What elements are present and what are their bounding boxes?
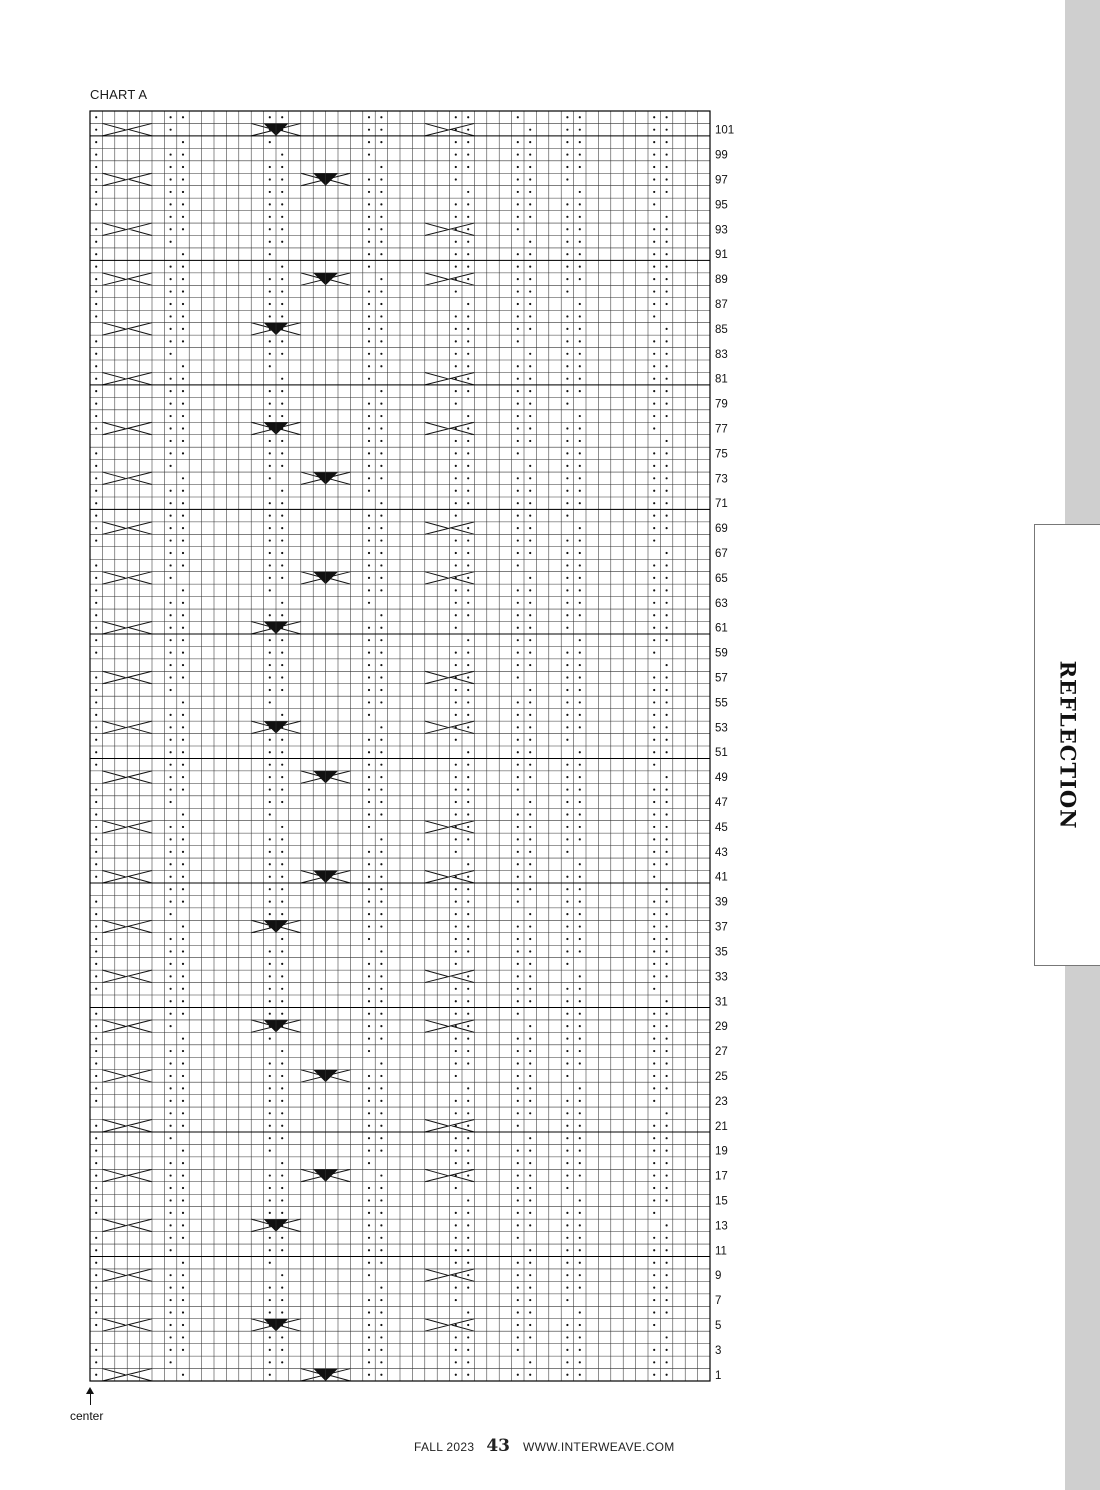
row-label: 45 — [715, 821, 728, 834]
row-label: 75 — [715, 448, 728, 461]
chart-grid-lines — [90, 111, 710, 1381]
row-label: 77 — [715, 423, 728, 436]
center-label: center — [70, 1409, 104, 1423]
row-label: 83 — [715, 348, 728, 361]
row-label: 25 — [715, 1070, 728, 1083]
row-label: 27 — [715, 1046, 728, 1059]
chart-cell-layer — [95, 116, 668, 1381]
row-label: 41 — [715, 871, 728, 884]
row-label: 59 — [715, 647, 728, 660]
footer-issue: FALL 2023 — [414, 1440, 475, 1454]
row-label: 71 — [715, 498, 728, 511]
row-label: 19 — [715, 1145, 728, 1158]
row-label: 15 — [715, 1195, 728, 1208]
row-label: 23 — [715, 1095, 728, 1108]
row-label: 31 — [715, 996, 728, 1009]
section-tab — [1034, 524, 1100, 966]
row-label: 69 — [715, 523, 728, 536]
chart-grid-layer — [90, 111, 710, 1381]
row-label: 35 — [715, 946, 728, 959]
side-bar-bottom — [1065, 966, 1100, 1490]
row-label: 73 — [715, 473, 728, 486]
row-label: 37 — [715, 921, 728, 934]
row-label: 5 — [715, 1319, 722, 1332]
row-label: 95 — [715, 199, 728, 212]
section-tab-label: REFLECTION — [1055, 660, 1080, 830]
row-label: 79 — [715, 398, 728, 411]
row-label: 13 — [715, 1220, 728, 1233]
row-label: 99 — [715, 149, 728, 162]
side-bar-top — [1065, 0, 1100, 524]
row-label: 67 — [715, 548, 728, 561]
footer-url: WWW.INTERWEAVE.COM — [522, 1440, 675, 1454]
row-label: 87 — [715, 298, 728, 311]
row-label: 39 — [715, 896, 728, 909]
row-label: 7 — [715, 1295, 722, 1308]
row-label: 9 — [715, 1270, 722, 1283]
row-label: 85 — [715, 323, 728, 336]
row-label: 49 — [715, 772, 728, 785]
row-label: 61 — [715, 622, 728, 635]
row-number-labels — [715, 125, 734, 1382]
row-label: 3 — [715, 1344, 722, 1357]
row-label: 11 — [715, 1245, 727, 1258]
row-label: 47 — [715, 797, 728, 810]
row-label: 57 — [715, 672, 728, 685]
row-label: 29 — [715, 1021, 728, 1034]
row-label: 97 — [715, 174, 728, 187]
center-arrow-line — [90, 1389, 91, 1405]
row-label: 17 — [715, 1170, 728, 1183]
row-label: 93 — [715, 224, 728, 237]
row-label: 65 — [715, 572, 728, 585]
row-label: 51 — [715, 747, 728, 760]
row-label: 43 — [715, 846, 728, 859]
row-label: 33 — [715, 971, 728, 984]
row-label: 53 — [715, 722, 728, 735]
row-label: 101 — [715, 124, 735, 137]
row-label: 89 — [715, 274, 728, 287]
row-label: 81 — [715, 373, 728, 386]
center-marker — [70, 1389, 114, 1429]
row-label: 55 — [715, 697, 728, 710]
page-footer — [414, 1436, 675, 1456]
row-label: 21 — [715, 1120, 728, 1133]
page-number: 43 — [486, 1436, 510, 1456]
chart-title: CHART A — [90, 87, 148, 102]
row-label: 1 — [715, 1369, 722, 1382]
row-label: 91 — [715, 249, 728, 262]
row-label: 63 — [715, 597, 728, 610]
